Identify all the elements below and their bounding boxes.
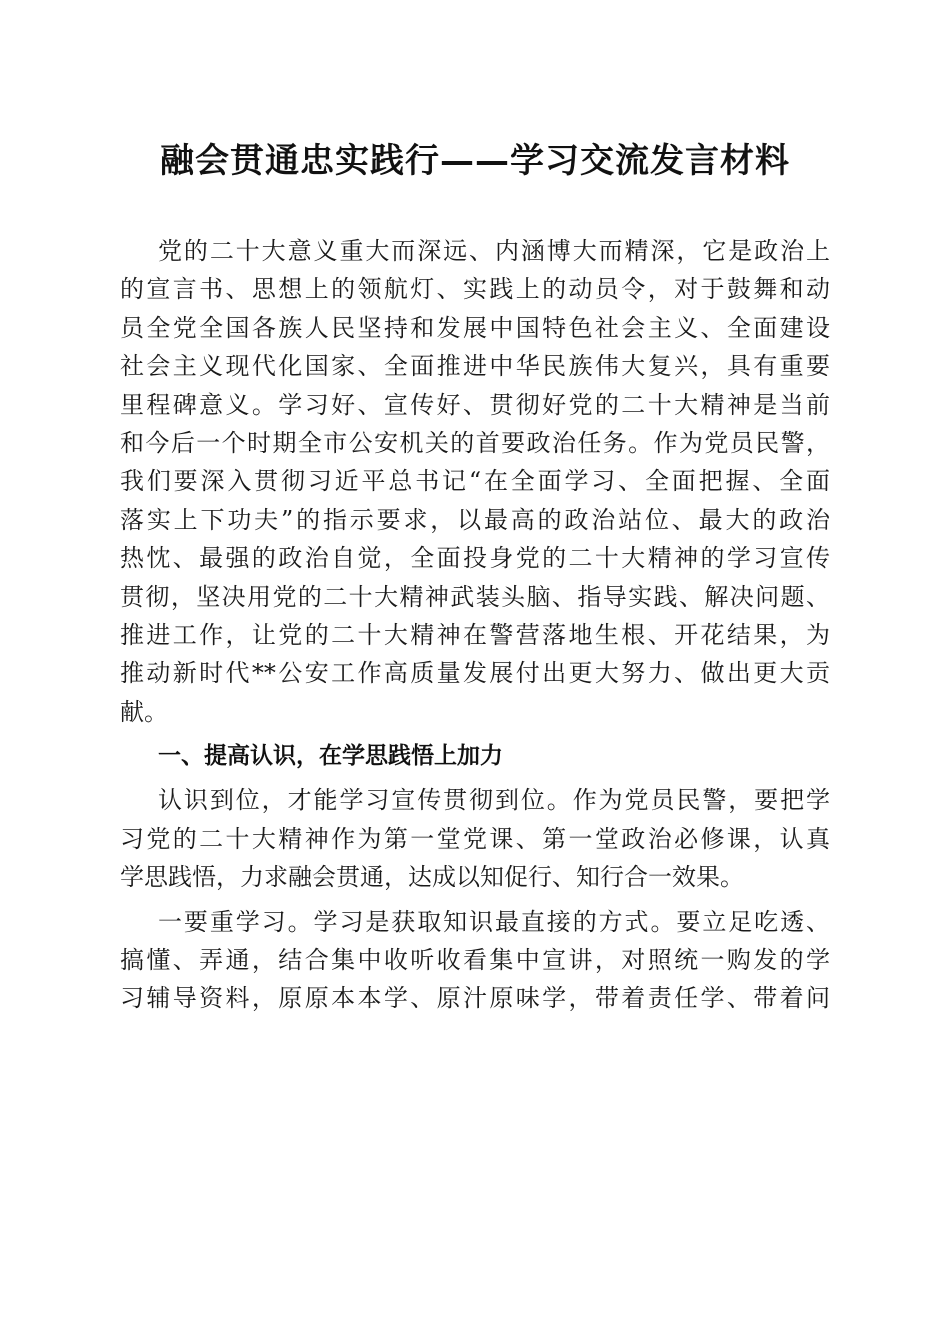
document-body [120, 232, 830, 1018]
text-line: 员全党全国各族人民坚持和发展中国特色社会主义、全面建设 [120, 313, 830, 342]
document-title: 融会贯通忠实践行——学习交流发言材料 [160, 141, 790, 181]
paragraph-intro [120, 232, 830, 731]
text-line: 和今后一个时期全市公安机关的首要政治任务。作为党员民警， [120, 428, 830, 457]
text-line: 献。 [120, 697, 168, 726]
text-line: 习辅导资料，原原本本学、原汁原味学，带着责任学、带着问 [120, 984, 830, 1013]
text-line: 习党的二十大精神作为第一堂党课、第一堂政治必修课，认真 [120, 824, 830, 853]
text-line: 的宣言书、思想上的领航灯、实践上的动员令，对于鼓舞和动 [120, 275, 830, 304]
text-line: 认识到位，才能学习宣传贯彻到位。作为党员民警，要把学 [158, 786, 830, 815]
text-line: 贯彻，坚决用党的二十大精神武装头脑、指导实践、解决问题、 [120, 582, 830, 611]
text-line: 我们要深入贯彻习近平总书记“在全面学习、全面把握、全面 [120, 467, 830, 496]
text-line: 社会主义现代化国家、全面推进中华民族伟大复兴，具有重要 [120, 352, 830, 381]
text-line: 推动新时代**公安工作高质量发展付出更大努力、做出更大贡 [120, 659, 830, 688]
section-heading: 一、提高认识，在学思践悟上加力 [158, 743, 503, 770]
text-line: 推进工作，让党的二十大精神在警营落地生根、开花结果，为 [120, 620, 830, 649]
text-line: 里程碑意义。学习好、宣传好、贯彻好党的二十大精神是当前 [120, 390, 830, 419]
text-line: 一要重学习。学习是获取知识最直接的方式。要立足吃透、 [158, 907, 830, 936]
text-line: 搞懂、弄通，结合集中收听收看集中宣讲，对照统一购发的学 [120, 946, 830, 975]
text-line: 落实上下功夫”的指示要求，以最高的政治站位、最大的政治 [120, 505, 830, 534]
text-line: 学思践悟，力求融会贯通，达成以知促行、知行合一效果。 [120, 863, 744, 892]
paragraph-recognition [120, 781, 830, 896]
text-line: 党的二十大意义重大而深远、内涵博大而精深，它是政治上 [158, 237, 830, 265]
text-line: 热忱、最强的政治自觉，全面投身党的二十大精神的学习宣传 [120, 544, 830, 573]
paragraph-study [120, 903, 830, 1018]
